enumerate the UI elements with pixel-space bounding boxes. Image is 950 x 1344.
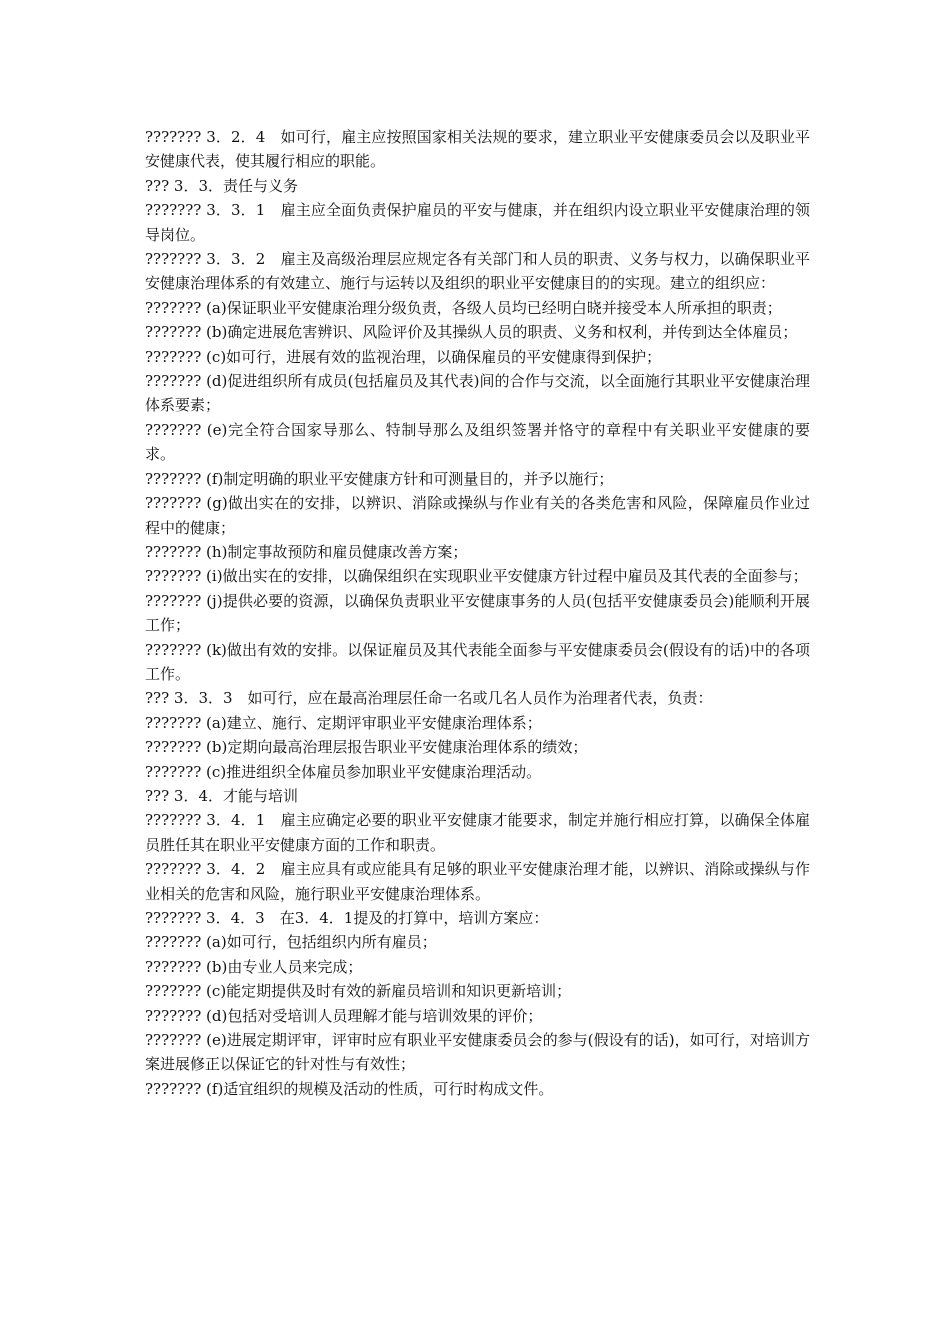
list-item-b: ??????? (b)确定进展危害辨识、风险评价及其操纵人员的职责、义务和权利，并传到达全体雇员；: [145, 323, 798, 342]
list-item-f: ??????? (f)制定明确的职业平安健康方针和可测量目的，并予以施行；: [145, 469, 614, 488]
list-item-g: ??????? (g)做出实在的安排，以辨识、消除或操纵与作业有关的各类危害和风险，保障雇员作业过程中的健康；: [145, 494, 810, 537]
list-item-k: ??????? (k)做出有效的安排。以保证雇员及其代表能全面参与平安健康委员会(假设有的话)中的各项工作。: [145, 640, 810, 683]
list-item-b: ??????? (b)定期向最高治理层报告职业平安健康治理体系的绩效；: [145, 738, 588, 757]
list-item-j: ??????? (j)提供必要的资源，以确保负责职业平安健康事务的人员(包括平安健康委员会)能顺利开展工作；: [145, 591, 810, 635]
list-item-f: ??????? (f)适宜组织的规模及活动的性质，可行时构成文件。: [145, 1079, 554, 1098]
list-item-c: ??????? (c)推进组织全体雇员参加职业平安健康治理活动。: [145, 762, 542, 781]
list-item-e: ??????? (e)完全符合国家导那么、特制导那么及组织签署并恪守的章程中有关职业平安健康的要求。: [145, 420, 810, 464]
paragraph-3-4-3: ??????? 3．4．3 在3．4．1提及的打算中，培训方案应：: [145, 909, 549, 927]
document-body: [145, 125, 810, 1101]
paragraph-3-3-1: ??????? 3．3．1 雇主应全面负责保护雇员的平安与健康，并在组织内设立职业平安健康治理的领导岗位。: [145, 201, 810, 244]
paragraph-3-4-2: ??????? 3．4．2 雇主应具有或应能具有足够的职业平安健康治理才能，以辨识、消除或操纵与作业相关的危害和风险，施行职业平安健康治理体系。: [145, 860, 810, 903]
list-item-a: ??????? (a)如可行，包括组织内所有雇员；: [145, 933, 437, 952]
list-item-i: ??????? (i)做出实在的安排，以确保组织在实现职业平安健康方针过程中雇员及其代表的全面参与；: [145, 567, 808, 586]
list-item-a: ??????? (a)建立、施行、定期评审职业平安健康治理体系；: [145, 713, 542, 732]
list-item-b: ??????? (b)由专业人员来完成；: [145, 957, 363, 976]
paragraph-3-3-2: ??????? 3．3．2 雇主及高级治理层应规定各有关部门和人员的职责、义务与权力，以确保职业平安健康治理体系的有效建立、施行与运转以及组织的职业平安健康目的的实现。建立的组织应：: [145, 250, 810, 293]
list-item-d: ??????? (d)促进组织所有成员(包括雇员及其代表)间的合作与交流，以全面施行其职业平安健康治理体系要素；: [145, 372, 810, 415]
paragraph-3-3-3: ??? 3．3．3 如可行，应在最高治理层任命一名或几名人员作为治理者代表，负责：: [145, 689, 713, 708]
section-heading-3-4: ??? 3．4．才能与培训: [145, 786, 298, 805]
paragraph-3-4-1: ??????? 3．4．1 雇主应确定必要的职业平安健康才能要求，制定并施行相应打算，以确保全体雇员胜任其在职业平安健康方面的工作和职责。: [145, 811, 810, 854]
list-item-c: ??????? (c)如可行，进展有效的监视治理，以确保雇员的平安健康得到保护；: [145, 347, 662, 366]
list-item-a: ??????? (a)保证职业平安健康治理分级负责，各级人员均已经明白晓并接受本人所承担的职责；: [145, 298, 782, 317]
paragraph-3-2-4: ??????? 3．2．4 如可行，雇主应按照国家相关法规的要求，建立职业平安健康委员会以及职业平安健康代表，使其履行相应的职能。: [145, 128, 810, 171]
list-item-h: ??????? (h)制定事故预防和雇员健康改善方案；: [145, 542, 468, 561]
list-item-d: ??????? (d)包括对受培训人员理解才能与培训效果的评价；: [145, 1006, 543, 1025]
section-heading-3-3: ??? 3．3．责任与义务: [145, 176, 298, 195]
list-item-c: ??????? (c)能定期提供及时有效的新雇员培训和知识更新培训；: [145, 982, 572, 1001]
list-item-e: ??????? (e)进展定期评审，评审时应有职业平安健康委员会的参与(假设有的话)，如可行，对培训方案进展修正以保证它的针对性与有效性；: [145, 1031, 810, 1074]
